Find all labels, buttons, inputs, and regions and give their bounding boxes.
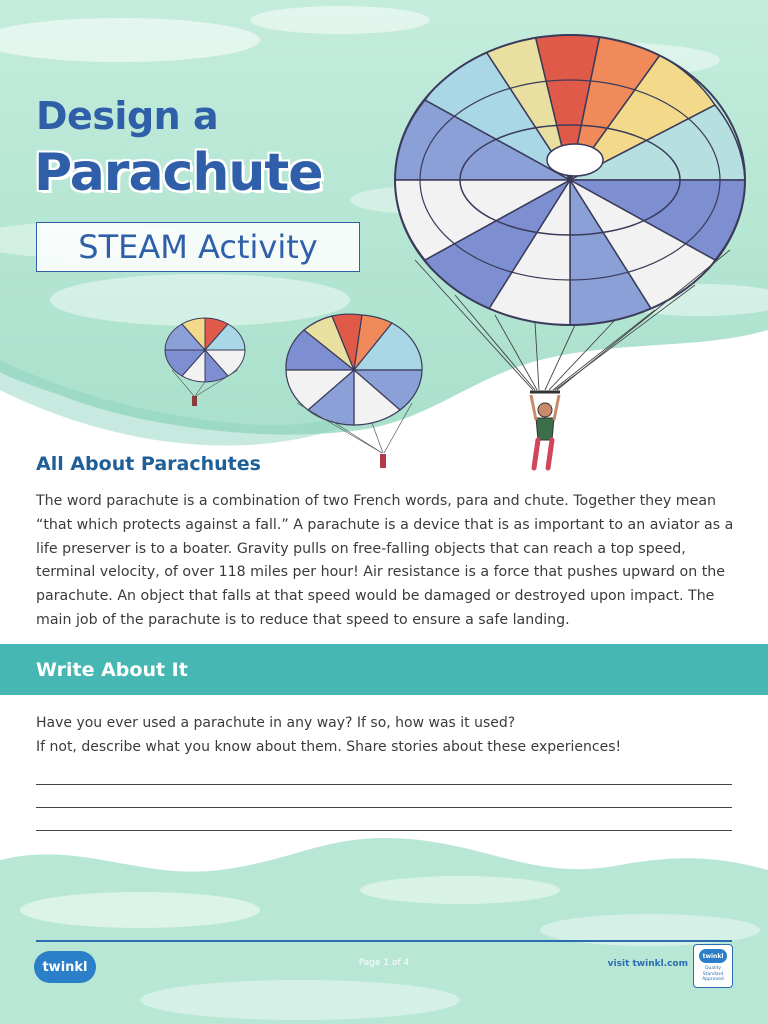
small-parachute-illustration <box>162 310 248 410</box>
website-link[interactable]: visit twinkl.com <box>607 959 688 969</box>
page-number: Page 1 of 4 <box>358 958 410 968</box>
title-line-1: Design a <box>36 94 219 138</box>
medium-parachute-illustration <box>282 308 426 473</box>
badge-text: Quality Standard Approved <box>702 966 724 982</box>
subtitle-box <box>36 222 360 272</box>
badge-logo: twinkl <box>699 949 727 963</box>
subtitle-text: STEAM Activity <box>78 228 318 266</box>
twinkl-logo <box>34 951 96 983</box>
writing-line[interactable] <box>36 807 732 808</box>
writing-line[interactable] <box>36 784 732 785</box>
footer-divider <box>36 940 732 942</box>
prompt-line-1: Have you ever used a parachute in any way? If so, how was it used? <box>36 715 516 731</box>
logo-text: twinkl <box>42 959 88 975</box>
prompt-line-2: If not, describe what you know about them. Share stories about these experiences! <box>36 739 622 755</box>
section-body-text: The word parachute is a combination of two French words, para and chute. Together they mean “that which protects against a fall.” A parachute is a device that is as important to an aviator as a life preserver is to a boater. Gravity pulls on free-falling objects that can reach a top speed, terminal velocity, of over 118 miles per hour! Air resistance is a force that pushes upward on the parachute. An object that falls at that speed would be damaged or destroyed upon impact. The main job of the parachute is to reduce that speed to ensure a safe landing. <box>36 493 734 628</box>
section-heading-all-about: All About Parachutes <box>36 453 261 475</box>
writing-line[interactable] <box>36 830 732 831</box>
section-heading-write-about: Write About It <box>36 658 188 681</box>
write-about-banner <box>0 644 768 695</box>
writing-prompt <box>36 711 736 759</box>
large-parachute-illustration <box>385 30 755 475</box>
quality-badge-icon <box>693 944 733 988</box>
bottom-sky-background <box>0 820 768 1024</box>
title-line-2: Parachute <box>34 143 323 203</box>
